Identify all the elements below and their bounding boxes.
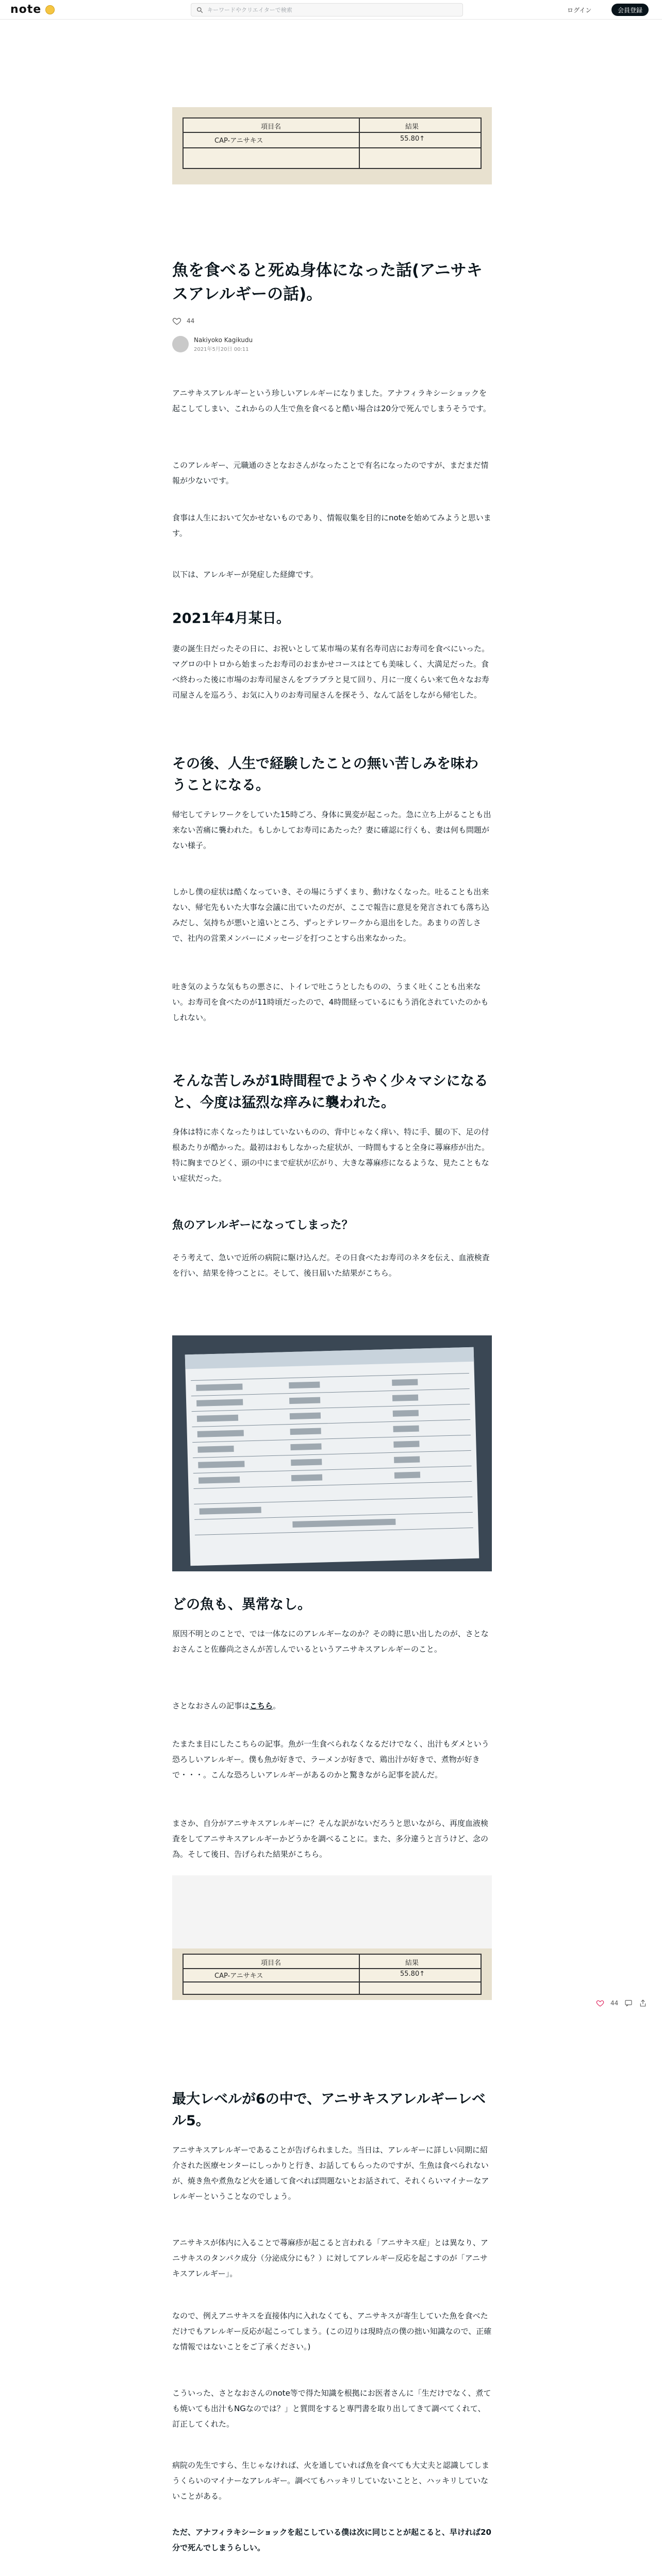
pain-paragraph: しかし僕の症状は酷くなっていき、その場にうずくまり、動けなくなった。吐ることも出来ない、帰宅先もいた大事な会議に出ていたのだが、ここで報告に意見を発言されても落ち込みだし、気持ちが悪いと遠いところ、ずっとテレワークから退出をした。あまりの苦しさで、社内の営業メンバーにメッセージを打つことすら出来なかった。 xyxy=(172,887,490,943)
article-title: 魚を食べると死ぬ身体になった話(アニサキスアレルギーの話)。 xyxy=(172,261,483,303)
heading-nofish: どの魚も、異常なし。 xyxy=(172,1597,311,1613)
level-paragraph: こういった、さとなおさんのnote等で得た知識を根拠にお医者さんに「生だけでなく、煮ても焼いても出汁もNGなのでは？」と質問をすると専門書を取り出してきて調べてくれて、訂正してくれた。 xyxy=(172,2388,491,2429)
note-logo[interactable]: note xyxy=(10,3,42,16)
allergy-result-image xyxy=(172,1948,492,2000)
level-paragraph: アニサキスアレルギーであることが告げられました。当日は、アレルギーに詳しい同期に紹介された医療センターにしっかりと行き、お話してもらったのですが、生魚は食べられないが、焼き魚や煮魚など火を通して食べれば問題ないとお話されて、それくらいマイナーなアレルギーということなのでしょう。 xyxy=(172,2145,489,2201)
like-heart-icon[interactable] xyxy=(596,1999,604,2007)
scan-row1-item: CAP-アニサキス xyxy=(214,1972,263,1980)
nofish-paragraph: たまたま目にしたこちらの記事。魚が一生食べられなくなるだけでなく、出汁もダメという恐ろしいアレルギー。僕も魚が好きで、ラーメンが好きで、鶏出汁が好きで、煮物が好きで・・・。こんな恐ろしいアレルギーがあるのかと驚きながら記事を読んだ。 xyxy=(172,1739,489,1780)
level-paragraph: なので、例えアニサキスを直接体内に入れなくても、アニサキスが寄生していた魚を食べただけでもアレルギー反応が起こってしまう。(この辺りは現時点の僕の拙い知識なので、正確な情報ではないことをご了承ください。) xyxy=(172,2311,492,2351)
login-button[interactable]: ログイン xyxy=(562,4,597,15)
heading-level: 最大レベルが6の中で、アニサキスアレルギーレベル5。 xyxy=(172,2091,486,2129)
intro-paragraph: アニサキスアレルギーという珍しいアレルギーになりました。アナフィラキシーショックを起こしてしまい、これからの人生で魚を食べると酷い場合は20分で死んでしまうそうです。 xyxy=(172,388,491,413)
pain-paragraph: 吐き気のような気もちの悪さに、トイレで吐こうとしたものの、うまく吐くことも出来ない。お寿司を食べたのが11時頃だったので、4時間経っているにもう消化されていたのかもしれない。 xyxy=(172,982,489,1022)
float-like-count: 44 xyxy=(610,1999,619,2007)
heading-pain: その後、人生で経験したことの無い苦しみを味わうことになる。 xyxy=(172,756,478,793)
scan-col2-header: 結果 xyxy=(405,1959,419,1967)
like-count: 44 xyxy=(187,317,195,325)
intro-paragraph: このアレルギー、元職通のさとなおさんがなったことで有名になったのですが、まだまだ情報が少ないです。 xyxy=(172,461,489,485)
blood-test-photo xyxy=(172,1335,492,1571)
date-paragraph: 妻の誕生日だったその日に、お祝いとして某市場の某有名寿司店にお寿司を食べにいった。マグロの中トロから始まったお寿司のおまかせコースはとても美味しく、大満足だった。食べ終わった後に市場のお寿司屋さんをブラブラと見て回り、月に一度くらい来て色々なお寿司屋さんを巡ろう、お気に入りのお寿司屋さんを探そう、なんて話をしながら帰宅した。 xyxy=(172,644,490,700)
scan-col1-header: 項目名 xyxy=(261,123,282,131)
author-row xyxy=(172,336,253,352)
like-row xyxy=(172,316,194,326)
heading-date: 2021年4月某日。 xyxy=(172,611,290,626)
site-header xyxy=(0,0,662,20)
scan-row1-value: 55.80↑ xyxy=(400,135,425,143)
author-name[interactable]: Nakiyoko Kagikudu xyxy=(194,336,253,344)
nofish-paragraph: まさか、自分がアニサキスアレルギーに？そんな訳がないだろうと思いながら、再度血液検査をしてアニサキスアレルギーかどうかを調べることに。また、多分違うと言うけど、念の為。そして後日、告げられた結果がこちら。 xyxy=(172,1819,488,1859)
pain-paragraph: 帰宅してテレワークをしていた15時ごろ、身体に異変が起こった。急に立ち上がることも出来ない苦痛に襲われた。もしかしてお寿司にあたった？妻に確認に行くも、妻は何も問題がない様子。 xyxy=(172,810,491,850)
search-input[interactable] xyxy=(191,3,463,16)
share-icon[interactable] xyxy=(639,1999,647,2007)
nofish-paragraph: 原因不明とのことで、では一体なにのアレルギーなのか？その時に思い出したのが、さとなおさんこと佐藤尚之さんが苦しんでいるというアニサキスアレルギーのこと。 xyxy=(172,1629,489,1654)
scan-col2-header: 結果 xyxy=(405,123,419,131)
publish-date: 2021年5月20日 00:11 xyxy=(194,346,249,352)
satonao-text: さとなおさんの記事は xyxy=(172,1701,250,1710)
allergy-paragraph: そう考えて、急いで近所の病院に駆け込んだ。その日食べたお寿司のネタを伝え、血液検査を行い、結果を待つことに。そして、後日届いた結果がこちら。 xyxy=(172,1253,490,1278)
level-paragraph: 病院の先生ですら、生じゃなければ、火を通していれば魚を食べても大丈夫と認識してしまうくらいのマイナーなアレルギー。調べてもハッキリしていないことと、ハッキリしていないことがある。 xyxy=(172,2461,490,2501)
level-paragraph: アニサキスが体内に入ることで蕁麻疹が起こると言われる「アニサキス症」とは異なり、アニサキスのタンパク成分（分泌成分にも？）に対してアレルギー反応を起こすのが「アニサキスアレルギー」。 xyxy=(172,2238,488,2278)
article-eyecatch-image xyxy=(172,107,492,184)
signup-button[interactable]: 会員登録 xyxy=(611,4,649,16)
scan-col1-header: 項目名 xyxy=(261,1959,282,1967)
floating-action-bar xyxy=(596,1999,647,2007)
search-icon xyxy=(196,7,203,13)
heading-allergy: 魚のアレルギーになってしまった？ xyxy=(172,1219,353,1232)
heart-icon[interactable] xyxy=(172,316,181,326)
warning-paragraph: ただ、アナフィラキシーショックを起こしている僕は次に同じことが起こると、早ければ20分で死んでしまうらしい。 xyxy=(172,2528,491,2552)
satonao-article-link[interactable]: こちら xyxy=(250,1701,273,1710)
search-placeholder: キーワードやクリエイターで検索 xyxy=(207,7,292,13)
intro-paragraph: 以下は、アレルギーが発症した経緯です。 xyxy=(172,570,318,579)
avatar[interactable] xyxy=(172,336,189,352)
comment-icon[interactable] xyxy=(624,1999,633,2007)
scan-row1-value: 55.80↑ xyxy=(400,1970,425,1978)
nofish-paragraph: さとなおさんの記事はこちら。 xyxy=(172,1701,281,1710)
intro-paragraph: 食事は人生において欠かせないものであり、情報収集を目的にnoteを始めてみようと思います。 xyxy=(172,513,491,538)
itch-paragraph: 身体は特に赤くなったりはしていないものの、背中じゃなく痒い、特に手、腿の下、足の付根あたりが酷かった。最初はおもしなかった症状が、一時間もすると全身に蕁麻疹が出た。特に胸までひどく、頭の中にまで症状が広がり、大きな蕁麻疹になるような、見たこともない症状だった。 xyxy=(172,1127,490,1183)
logo-badge-icon xyxy=(45,5,55,14)
heading-itch: そんな苦しみが1時間程でようやく少々マシになると、今度は猛烈な痒みに襲われた。 xyxy=(172,1073,488,1111)
scan-row1-item: CAP-アニサキス xyxy=(214,137,263,145)
